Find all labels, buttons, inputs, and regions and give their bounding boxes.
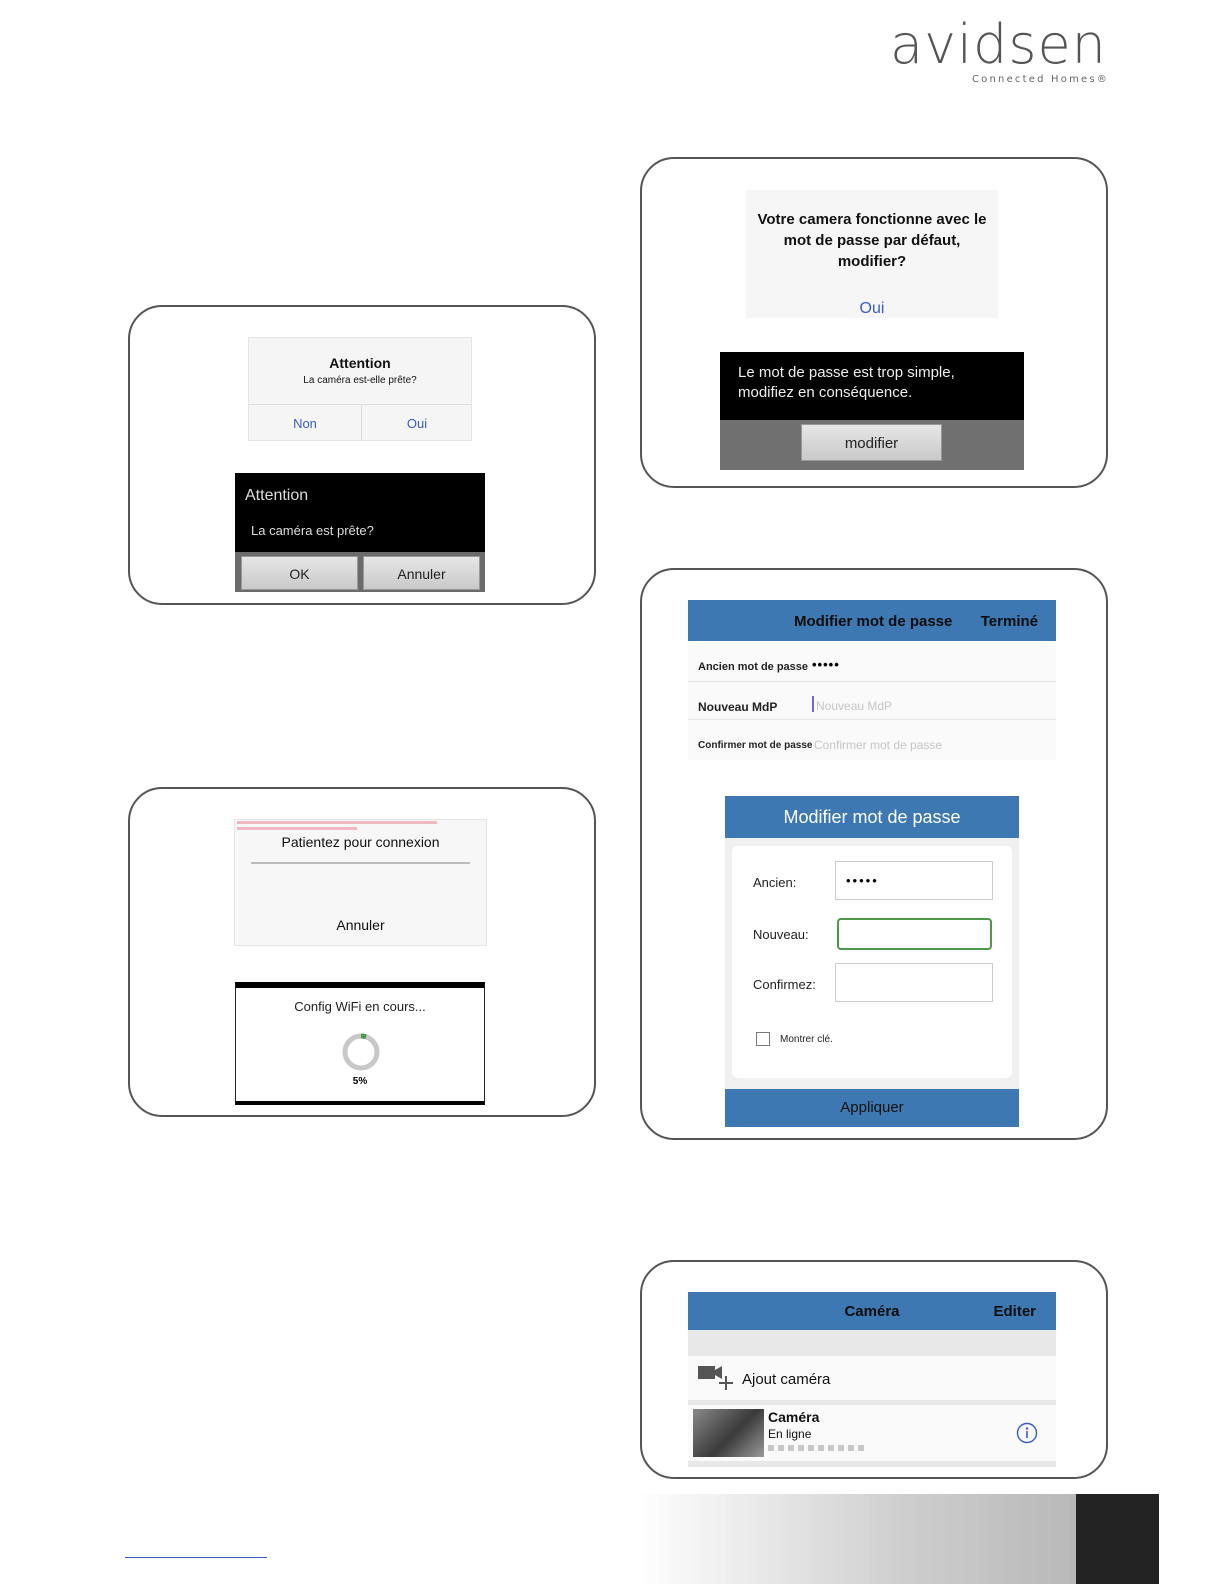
alert-title: Attention	[329, 355, 391, 371]
divider	[249, 404, 471, 405]
alert-message: La caméra est-elle prête?	[303, 375, 417, 386]
ios-alert-default-password	[746, 190, 998, 318]
new-password-label: Nouveau MdP	[698, 700, 778, 714]
camera-id-blurred	[768, 1445, 868, 1451]
page-number-block	[1076, 1494, 1159, 1584]
add-camera-row[interactable]	[688, 1356, 1056, 1400]
old-password-label: Ancien mot de passe	[698, 661, 809, 673]
ios-change-password-screen	[688, 600, 1056, 760]
dialog-message: La caméra est prête?	[251, 523, 374, 538]
nav-bar	[688, 1292, 1056, 1330]
confirm-password-field[interactable]	[835, 963, 993, 1002]
camera-name: Caméra	[768, 1409, 820, 1425]
add-camera-icon	[696, 1362, 736, 1394]
add-camera-label: Ajout caméra	[742, 1371, 831, 1388]
cancel-button[interactable]: Annuler	[336, 917, 385, 933]
progress-percent: 5%	[352, 1076, 368, 1087]
edit-button[interactable]: Editer	[993, 1303, 1036, 1320]
show-key-checkbox[interactable]	[756, 1032, 770, 1046]
progress-line	[251, 862, 470, 864]
nav-bar	[688, 600, 1056, 641]
nav-title: Caméra	[844, 1303, 900, 1320]
ios-alert-ready	[248, 337, 472, 441]
apply-button[interactable]	[725, 1089, 1019, 1127]
form-card	[732, 846, 1012, 1078]
confirm-password-row	[688, 720, 1056, 758]
camera-status: En ligne	[768, 1427, 812, 1441]
dialog-message: Config WiFi en cours...	[294, 999, 426, 1014]
new-label: Nouveau:	[753, 927, 809, 942]
confirm-password-label: Confirmer mot de passe	[698, 740, 813, 751]
modify-button[interactable]: modifier	[801, 424, 942, 461]
camera-thumbnail	[693, 1409, 764, 1457]
show-key-label: Montrer clé.	[780, 1034, 833, 1045]
old-label: Ancien:	[753, 875, 797, 890]
no-button[interactable]: Non	[293, 416, 317, 431]
footer-link-underline	[125, 1557, 267, 1558]
faded-background-text	[237, 820, 477, 832]
new-password-field[interactable]: Nouveau MdP	[816, 699, 893, 713]
old-password-row	[688, 648, 1056, 682]
old-password-value: •••••	[846, 873, 879, 888]
brand-tagline: Connected Homes®	[972, 74, 1109, 85]
camera-list-item[interactable]	[688, 1405, 1056, 1461]
yes-button[interactable]: Oui	[406, 416, 428, 431]
ios-alert-connect	[234, 819, 487, 946]
confirm-label: Confirmez:	[753, 977, 816, 992]
dialog-title: Attention	[245, 487, 309, 504]
yes-button[interactable]: Oui	[859, 300, 885, 317]
done-button[interactable]: Terminé	[980, 613, 1038, 630]
dialog-button-bar	[720, 420, 1024, 470]
alert-message: Votre camera fonctionne avec le mot de passe par défaut, modifier?	[757, 211, 987, 270]
dialog-message: Le mot de passe est trop simple, modifiez en conséquence.	[738, 364, 955, 401]
apply-label: Appliquer	[840, 1099, 904, 1116]
old-password-field[interactable]: •••••	[812, 657, 840, 672]
dialog-title: Modifier mot de passe	[783, 807, 961, 827]
cancel-button[interactable]: Annuler	[363, 556, 480, 590]
ios-camera-list-screen	[688, 1292, 1056, 1467]
brand-logo: avidsen	[890, 13, 1107, 76]
dialog-header	[725, 796, 1019, 838]
ok-button[interactable]: OK	[241, 556, 358, 590]
text-cursor	[812, 696, 814, 712]
android-dialog-default-password	[720, 352, 1024, 470]
spinner-icon	[340, 1031, 382, 1073]
confirm-password-field[interactable]: Confirmer mot de passe	[814, 738, 943, 752]
alert-title: Patientez pour connexion	[281, 834, 440, 850]
old-password-field[interactable]	[835, 861, 993, 900]
info-icon[interactable]	[1016, 1422, 1038, 1444]
android-change-password-screen	[725, 796, 1019, 1127]
footer-gradient-band	[636, 1494, 1076, 1584]
android-dialog-ready	[235, 473, 485, 592]
dialog-button-bar	[235, 552, 485, 592]
new-password-field[interactable]	[837, 918, 992, 950]
nav-title: Modifier mot de passe	[794, 613, 953, 630]
new-password-row	[688, 682, 1056, 720]
android-dialog-wifi	[235, 982, 485, 1105]
